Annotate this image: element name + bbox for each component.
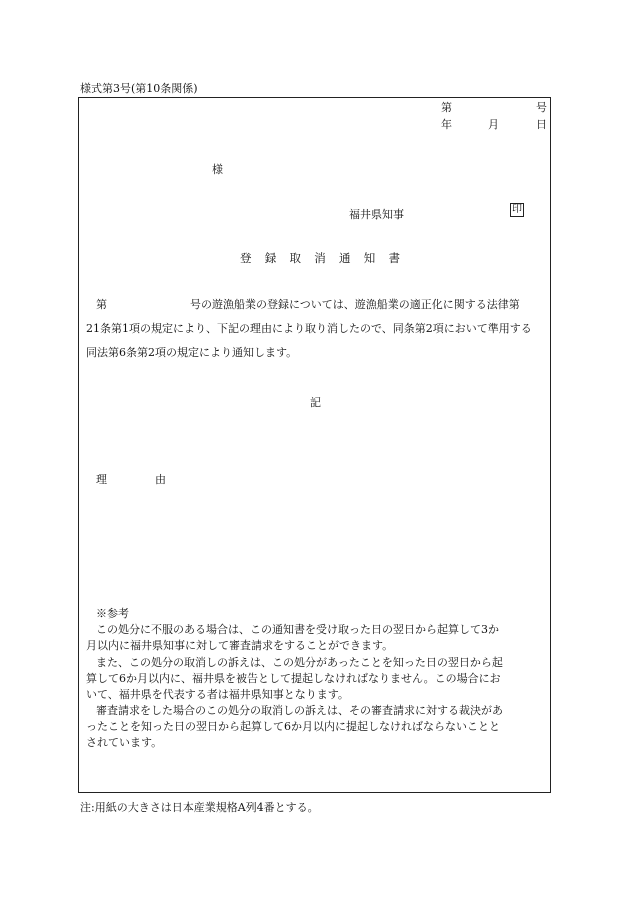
title-char: 通 [339,251,351,265]
body-line-3: 同法第6条第2項の規定により通知します。 [86,346,298,359]
addressee-suffix: 様 [212,163,223,176]
document-number-suffix: 号 [536,101,547,114]
form-number-label: 様式第3号(第10条関係) [80,82,198,95]
reference-line: また、この処分の取消しの訴えは、この処分があったことを知った日の翌日から起 [96,656,503,669]
title-char: 取 [289,251,301,265]
document-title [240,250,400,266]
reference-heading: ※参考 [96,607,129,620]
body-line-2: 21条第1項の規定により、下記の理由により取り消したので、同条第2項において準用する [86,322,532,335]
title-char: 登 [240,251,252,265]
title-char: 知 [363,251,376,265]
reference-line: この処分に不服のある場合は、この通知書を受け取った日の翌日から起算して3か [96,623,499,636]
reference-line: 算して6か月以内に、福井県を被告として提起しなければなりません。この場合にお [86,672,501,685]
ki-heading: 記 [310,396,321,409]
issuer-name: 福井県知事 [349,208,404,221]
date-day-label: 日 [536,118,547,131]
title-char: 書 [388,251,400,265]
title-char: 録 [264,251,277,265]
reference-line: 月以内に福井県知事に対して審査請求をすることができます。 [86,639,394,652]
seal-mark: 印 [512,204,522,215]
reason-label [96,471,166,487]
body-line-1: 号の遊漁船業の登録については、遊漁船業の適正化に関する法律第 [190,298,520,311]
paper-size-note: 注:用紙の大きさは日本産業規格A列4番とする。 [80,801,319,814]
title-char: 消 [314,251,326,265]
date-month-label: 月 [488,118,499,131]
reference-line: 審査請求をした場合のこの処分の取消しの訴えは、その審査請求に対する裁決があ [96,704,503,717]
reason-char: 由 [155,473,166,486]
reference-line: いて、福井県を代表する者は福井県知事となります。 [86,688,349,701]
body-line-1-prefix: 第 [96,298,107,311]
date-year-label: 年 [441,118,452,131]
reference-line: ったことを知った日の翌日から起算して6か月以内に提起しなければならないことと [86,720,500,733]
reference-line: されています。 [86,736,163,749]
reason-char: 理 [96,473,107,486]
document-number-prefix: 第 [441,101,452,114]
